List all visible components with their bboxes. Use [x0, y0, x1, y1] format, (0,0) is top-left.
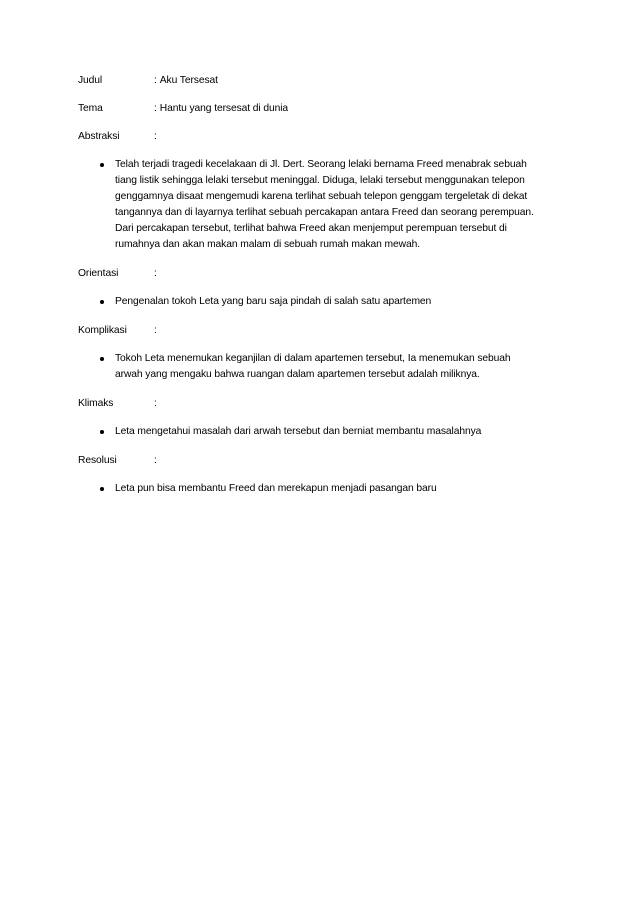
tema-value: Hantu yang tersesat di dunia [159, 103, 289, 114]
tema-colon: : [154, 103, 157, 114]
abstraksi-line-5: Dari percakapan tersebut, terlihat bahwa Freed akan menjemput perempuan tersebut di [115, 223, 507, 234]
abstraksi-label: Abstraksi [78, 131, 120, 142]
komplikasi-list [78, 351, 578, 383]
orientasi-list [78, 294, 578, 310]
bullet-icon [100, 487, 104, 491]
resolusi-bullet-item [78, 481, 578, 497]
orientasi-row [78, 266, 578, 282]
bullet-icon [100, 430, 104, 434]
komplikasi-line-2: arwah yang mengaku bahwa ruangan dalam apartemen tersebut adalah miliknya. [115, 369, 480, 380]
klimaks-row [78, 396, 578, 412]
resolusi-line-1: Leta pun bisa membantu Freed dan merekapun menjadi pasangan baru [115, 483, 437, 494]
abstraksi-bullet-item [78, 157, 578, 253]
klimaks-bullet-item [78, 424, 578, 440]
judul-row [78, 73, 578, 89]
resolusi-label: Resolusi [78, 455, 117, 466]
komplikasi-line-1: Tokoh Leta menemukan keganjilan di dalam apartemen tersebut, Ia menemukan sebuah [115, 353, 511, 364]
klimaks-line-1: Leta mengetahui masalah dari arwah tersebut dan berniat membantu masalahnya [115, 426, 482, 437]
resolusi-list [78, 481, 578, 497]
bullet-icon [100, 300, 104, 304]
orientasi-bullet-item [78, 294, 578, 310]
tema-label: Tema [78, 103, 103, 114]
document-content [78, 73, 578, 510]
judul-colon: : [154, 75, 157, 86]
abstraksi-list [78, 157, 578, 253]
abstraksi-line-4: tangannya dan di layarnya terlihat sebuah percakapan antara Freed dan seorang perempuan. [115, 207, 534, 218]
abstraksi-colon: : [154, 131, 157, 142]
abstraksi-line-2: tiang listik sehingga lelaki tersebut meninggal. Diduga, lelaki tersebut menggunakan telepon [115, 175, 525, 186]
klimaks-list [78, 424, 578, 440]
bullet-icon [100, 357, 104, 361]
komplikasi-label: Komplikasi [78, 325, 127, 336]
abstraksi-line-1: Telah terjadi tragedi kecelakaan di Jl. Dert. Seorang lelaki bernama Freed menabrak sebuah [115, 159, 527, 170]
komplikasi-colon: : [154, 325, 157, 336]
abstraksi-row [78, 129, 578, 145]
abstraksi-line-3: genggamnya disaat mengemudi karena terlihat sebuah telepon genggam tergeletak di dekat [115, 191, 528, 202]
klimaks-colon: : [154, 398, 157, 409]
judul-value: Aku Tersesat [159, 75, 218, 86]
komplikasi-bullet-item [78, 351, 578, 383]
orientasi-line-1: Pengenalan tokoh Leta yang baru saja pindah di salah satu apartemen [115, 296, 432, 307]
judul-label: Judul [78, 75, 103, 86]
abstraksi-line-6: rumahnya dan akan makan malam di sebuah rumah makan mewah. [115, 239, 420, 250]
komplikasi-row [78, 323, 578, 339]
orientasi-colon: : [154, 268, 157, 279]
resolusi-row [78, 453, 578, 469]
resolusi-colon: : [154, 455, 157, 466]
klimaks-label: Klimaks [78, 398, 114, 409]
orientasi-label: Orientasi [78, 268, 119, 279]
tema-row [78, 101, 578, 117]
bullet-icon [100, 163, 104, 167]
